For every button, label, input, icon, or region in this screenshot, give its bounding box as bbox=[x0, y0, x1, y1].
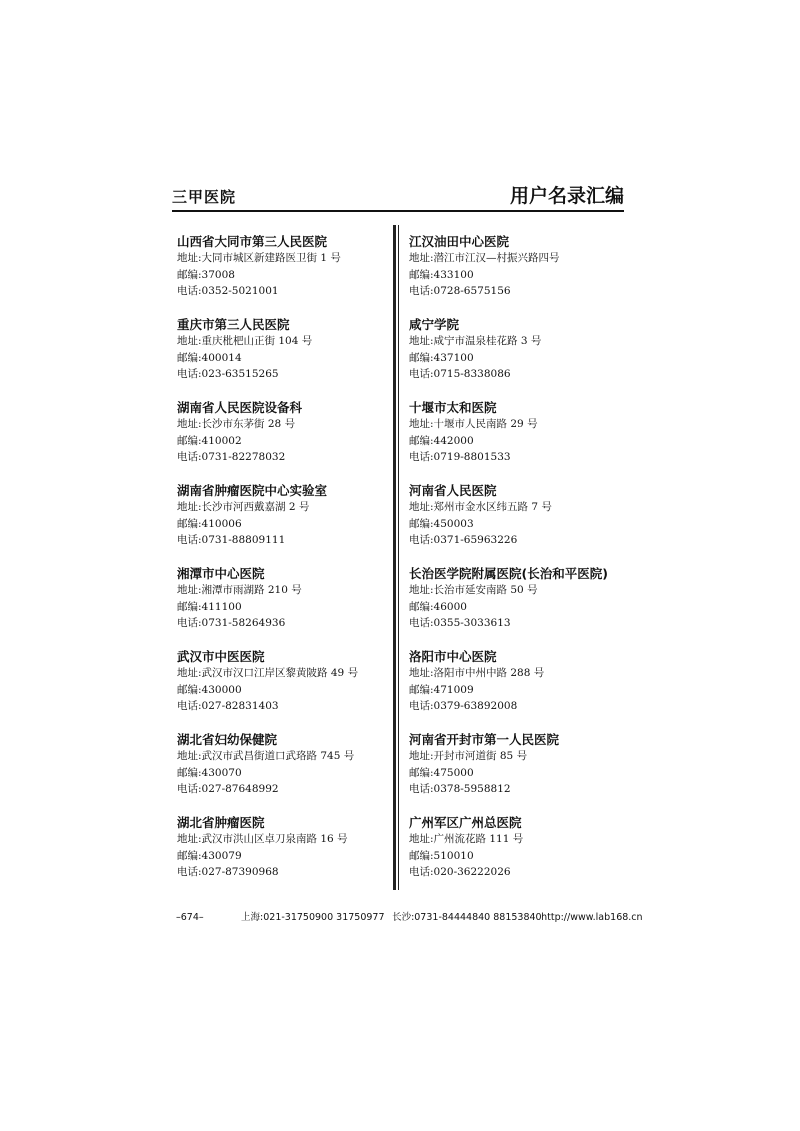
hospital-postcode: 邮编:442000 bbox=[409, 434, 474, 447]
hospital-postcode: 邮编:433100 bbox=[409, 268, 474, 281]
hospital-name: 武汉市中医医院 bbox=[177, 649, 265, 664]
section-title: 三甲医院 bbox=[172, 188, 237, 206]
hospital-phone: 电话:020-36222026 bbox=[409, 866, 511, 878]
hospital-phone: 电话:0371-65963226 bbox=[409, 534, 518, 546]
hospital-phone: 电话:0731-88809111 bbox=[177, 534, 286, 546]
hospital-address: 地址:郑州市金水区纬五路 7 号 bbox=[409, 501, 552, 513]
hospital-phone: 电话:0378-5958812 bbox=[409, 783, 511, 795]
hospital-postcode: 邮编:475000 bbox=[409, 766, 474, 779]
hospital-postcode: 邮编:411100 bbox=[177, 600, 242, 613]
hospital-name: 湖南省人民医院设备科 bbox=[177, 400, 303, 415]
hospital-phone: 电话:027-82831403 bbox=[177, 700, 279, 712]
hospital-address: 地址:开封市河道街 85 号 bbox=[409, 750, 528, 762]
hospital-entry bbox=[177, 399, 392, 482]
hospital-phone: 电话:0355-3033613 bbox=[409, 617, 511, 629]
hospital-postcode: 邮编:430000 bbox=[177, 683, 242, 696]
hospital-entry bbox=[409, 565, 624, 648]
hospital-phone: 电话:0731-82278032 bbox=[177, 451, 286, 463]
footer-shanghai-contact: 上海:021-31750900 31750977 bbox=[241, 912, 385, 923]
hospital-phone: 电话:0379-63892008 bbox=[409, 700, 518, 712]
hospital-address: 地址:十堰市人民南路 29 号 bbox=[409, 418, 538, 430]
hospital-phone: 电话:0719-8801533 bbox=[409, 451, 511, 463]
hospital-postcode: 邮编:430070 bbox=[177, 766, 242, 779]
hospital-name: 湖南省肿瘤医院中心实验室 bbox=[177, 483, 328, 498]
hospital-name: 洛阳市中心医院 bbox=[409, 649, 497, 664]
hospital-postcode: 邮编:410006 bbox=[177, 517, 242, 530]
hospital-phone: 电话:0352-5021001 bbox=[177, 285, 279, 297]
hospital-entry bbox=[409, 482, 624, 565]
hospital-name: 江汉油田中心医院 bbox=[409, 234, 510, 249]
hospital-address: 地址:长沙市东茅街 28 号 bbox=[177, 418, 296, 430]
hospital-entry bbox=[177, 565, 392, 648]
hospital-postcode: 邮编:450003 bbox=[409, 517, 474, 530]
hospital-postcode: 邮编:37008 bbox=[177, 268, 235, 281]
left-column bbox=[177, 233, 392, 897]
hospital-postcode: 邮编:410002 bbox=[177, 434, 242, 447]
hospital-address: 地址:咸宁市温泉桂花路 3 号 bbox=[409, 335, 542, 347]
hospital-entry bbox=[177, 316, 392, 399]
hospital-phone: 电话:0728-6575156 bbox=[409, 285, 511, 297]
hospital-entry bbox=[177, 814, 392, 897]
hospital-postcode: 邮编:510010 bbox=[409, 849, 474, 862]
hospital-phone: 电话:023-63515265 bbox=[177, 368, 279, 380]
column-divider bbox=[393, 225, 396, 890]
right-column bbox=[409, 233, 624, 897]
footer-website: http://www.lab168.cn bbox=[541, 912, 643, 923]
hospital-entry bbox=[409, 233, 624, 316]
hospital-entry bbox=[409, 399, 624, 482]
hospital-address: 地址:大同市城区新建路医卫街 1 号 bbox=[177, 252, 341, 264]
hospital-entry bbox=[409, 316, 624, 399]
page-number: –674– bbox=[176, 912, 204, 923]
hospital-address: 地址:武汉市武昌街道口武珞路 745 号 bbox=[177, 750, 355, 762]
hospital-postcode: 邮编:430079 bbox=[177, 849, 242, 862]
hospital-address: 地址:潜江市江汉—村振兴路四号 bbox=[409, 252, 560, 264]
hospital-name: 河南省人民医院 bbox=[409, 483, 497, 498]
hospital-name: 长治医学院附属医院(长治和平医院) bbox=[409, 566, 608, 581]
hospital-name: 十堰市太和医院 bbox=[409, 400, 497, 415]
hospital-address: 地址:湘潭市雨湖路 210 号 bbox=[177, 584, 302, 596]
page-footer bbox=[176, 909, 643, 923]
hospital-address: 地址:广州流花路 111 号 bbox=[409, 833, 524, 845]
hospital-entry bbox=[409, 731, 624, 814]
hospital-address: 地址:重庆枇杷山正街 104 号 bbox=[177, 335, 313, 347]
hospital-phone: 电话:027-87390968 bbox=[177, 866, 279, 878]
hospital-entry bbox=[177, 233, 392, 316]
header-rule bbox=[172, 210, 624, 212]
hospital-entry bbox=[177, 731, 392, 814]
hospital-name: 河南省开封市第一人民医院 bbox=[409, 732, 560, 747]
directory-title: 用户名录汇编 bbox=[509, 185, 624, 207]
hospital-name: 湘潭市中心医院 bbox=[177, 566, 265, 581]
hospital-address: 地址:长沙市河西戴嘉湖 2 号 bbox=[177, 501, 310, 513]
footer-changsha-contact: 长沙:0731-84444840 88153840 bbox=[392, 912, 542, 923]
hospital-name: 广州军区广州总医院 bbox=[409, 815, 522, 830]
hospital-entry bbox=[177, 482, 392, 565]
hospital-name: 湖北省妇幼保健院 bbox=[177, 732, 278, 747]
hospital-phone: 电话:0731-58264936 bbox=[177, 617, 286, 629]
hospital-postcode: 邮编:437100 bbox=[409, 351, 474, 364]
hospital-postcode: 邮编:46000 bbox=[409, 600, 467, 613]
hospital-address: 地址:长治市延安南路 50 号 bbox=[409, 584, 538, 596]
hospital-name: 湖北省肿瘤医院 bbox=[177, 815, 265, 830]
hospital-entry bbox=[409, 814, 624, 897]
hospital-name: 山西省大同市第三人民医院 bbox=[177, 234, 328, 249]
hospital-address: 地址:武汉市汉口江岸区黎黄陂路 49 号 bbox=[177, 667, 359, 679]
hospital-name: 咸宁学院 bbox=[409, 317, 460, 332]
hospital-address: 地址:武汉市洪山区卓刀泉南路 16 号 bbox=[177, 833, 348, 845]
hospital-postcode: 邮编:400014 bbox=[177, 351, 242, 364]
hospital-entry bbox=[177, 648, 392, 731]
hospital-entry bbox=[409, 648, 624, 731]
hospital-address: 地址:洛阳市中州中路 288 号 bbox=[409, 667, 545, 679]
hospital-phone: 电话:0715-8338086 bbox=[409, 368, 511, 380]
hospital-postcode: 邮编:471009 bbox=[409, 683, 474, 696]
hospital-phone: 电话:027-87648992 bbox=[177, 783, 279, 795]
hospital-name: 重庆市第三人民医院 bbox=[177, 317, 290, 332]
